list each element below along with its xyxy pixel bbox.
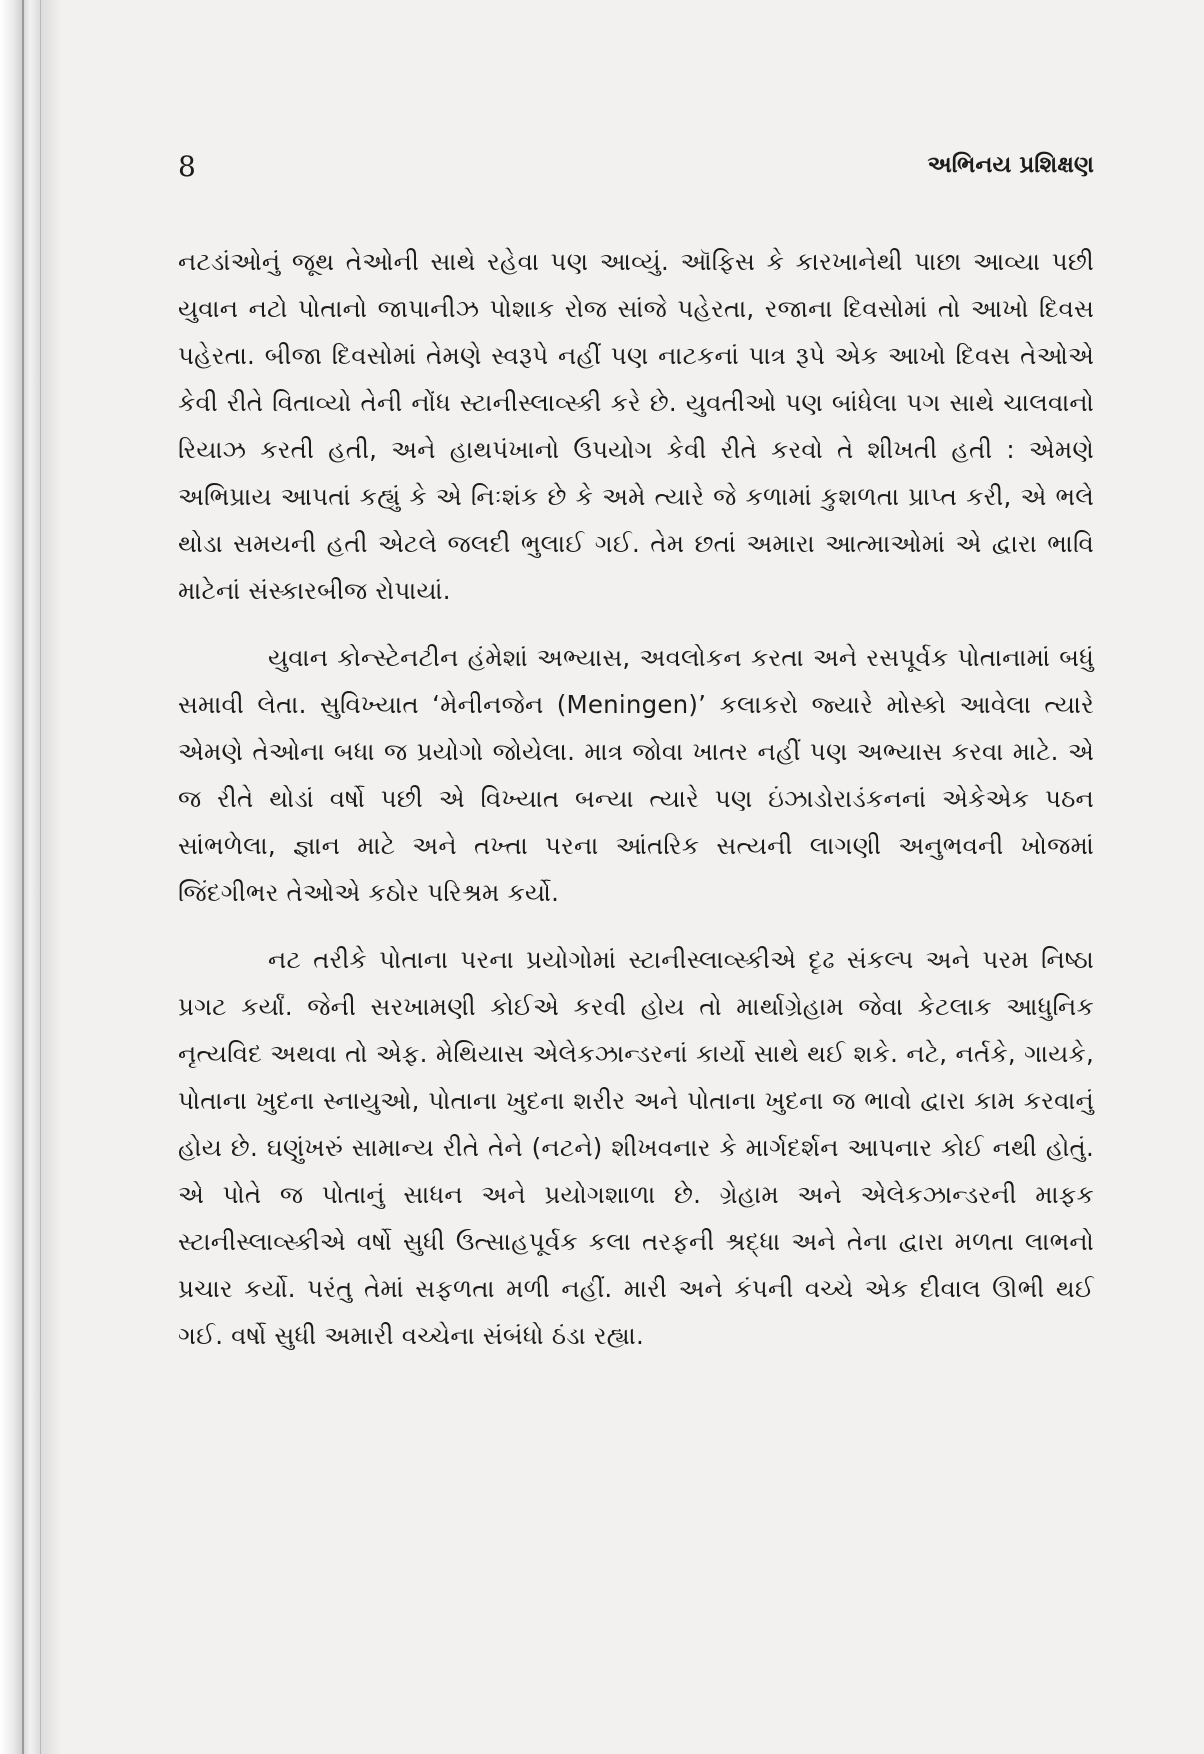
book-title: અભિનય પ્રશિક્ષણ <box>927 152 1094 178</box>
page-number: 8 <box>178 150 196 183</box>
book-binding-shadow <box>0 0 62 1754</box>
binding-line <box>22 0 24 1754</box>
book-page <box>178 150 1094 1359</box>
running-head <box>178 150 1094 190</box>
binding-line-secondary <box>40 0 41 1754</box>
paragraph-2: યુવાન કોન્સ્ટેનટીન હંમેશાં અભ્યાસ, અવલોકન કરતા અને રસપૂર્વક પોતાનામાં બધું સમાવી લેતા. સુવિખ્યાત ‘મેનીનજેન (Meningen)’ કલાકરો જ્યારે મોસ્કો આવેલા ત્યારે એમણે તેઓના બધા જ પ્રયોગો જોયેલા. માત્ર જોવા ખાતર નહીં પણ અભ્યાસ કરવા માટે. એ જ રીતે થોડાં વર્ષો પછી એ વિખ્યાત બન્યા ત્યારે પણ ઇંઝાડોરાડંકનનાં એકેએક પઠન સાંભળેલા, જ્ઞાન માટે અને તખ્તા પરના આંતરિક સત્યની લાગણી અનુભવની ખોજમાં જિંદગીભર તેઓએ કઠોર પરિશ્રમ કર્યો. <box>178 643 1094 907</box>
paragraph-3: નટ તરીકે પોતાના પરના પ્રયોગોમાં સ્ટાનીસ્લાવ્સ્કીએ દૃઢ સંકલ્પ અને પરમ નિષ્ઠા પ્રગટ કર્યાં. જેની સરખામણી કોઈએ કરવી હોય તો માર્થાગ્રેહામ જેવા કેટલાક આધુનિક નૃત્યવિદ અથવા તો એફ. મેથિયાસ એલેકઝાન્ડરનાં કાર્યો સાથે થઈ શકે. નટે, નર્તકે, ગાયકે, પોતાના ખુદના સ્નાયુઓ, પોતાના ખુદના શરીર અને પોતાના ખુદના જ ભાવો દ્વારા કામ કરવાનું હોય છે. ઘણુંખરું સામાન્ય રીતે તેને (નટને) શીખવનાર કે માર્ગદર્શન આપનાર કોઈ નથી હોતું. એ પોતે જ પોતાનું સાધન અને પ્રયોગશાળા છે. ગ્રેહામ અને એલેકઝાન્ડરની માફક સ્ટાનીસ્લાવ્સ્કીએ વર્ષો સુધી ઉત્સાહપૂર્વક કલા તરફની શ્રદ્ધા અને તેના દ્વારા મળતા લાભનો પ્રચાર કર્યો. પરંતુ તેમાં સફળતા મળી નહીં. મારી અને કંપની વચ્ચે એક દીવાલ ઊભી થઈ ગઈ. વર્ષો સુધી અમારી વચ્ચેના સંબંધો ઠંડા રહ્યા. <box>178 945 1094 1350</box>
paragraph-1: નટડાંઓનું જૂથ તેઓની સાથે રહેવા પણ આવ્યું. ઑફિસ કે કારખાનેથી પાછા આવ્યા પછી યુવાન નટો પોતાનો જાપાનીઝ પોશાક રોજ સાંજે પહેરતા, રજાના દિવસોમાં તો આખો દિવસ પહેરતા. બીજા દિવસોમાં તેમણે સ્વરૂપે નહીં પણ નાટકનાં પાત્ર રૂપે એક આખો દિવસ તેઓએ કેવી રીતે વિતાવ્યો તેની નોંધ સ્ટાનીસ્લાવ્સ્કી કરે છે. યુવતીઓ પણ બાંધેલા પગ સાથે ચાલવાનો રિયાઝ કરતી હતી, અને હાથપંખાનો ઉપયોગ કેવી રીતે કરવો તે શીખતી હતી : એમણે અભિપ્રાય આપતાં કહ્યું કે એ નિઃશંક છે કે અમે ત્યારે જે કળામાં કુશળતા પ્રાપ્ત કરી, એ ભલે થોડા સમયની હતી એટલે જલદી ભુલાઈ ગઈ. તેમ છતાં અમારા આત્માઓમાં એ દ્વારા ભાવિ માટેનાં સંસ્કારબીજ રોપાયાં. <box>178 247 1094 605</box>
